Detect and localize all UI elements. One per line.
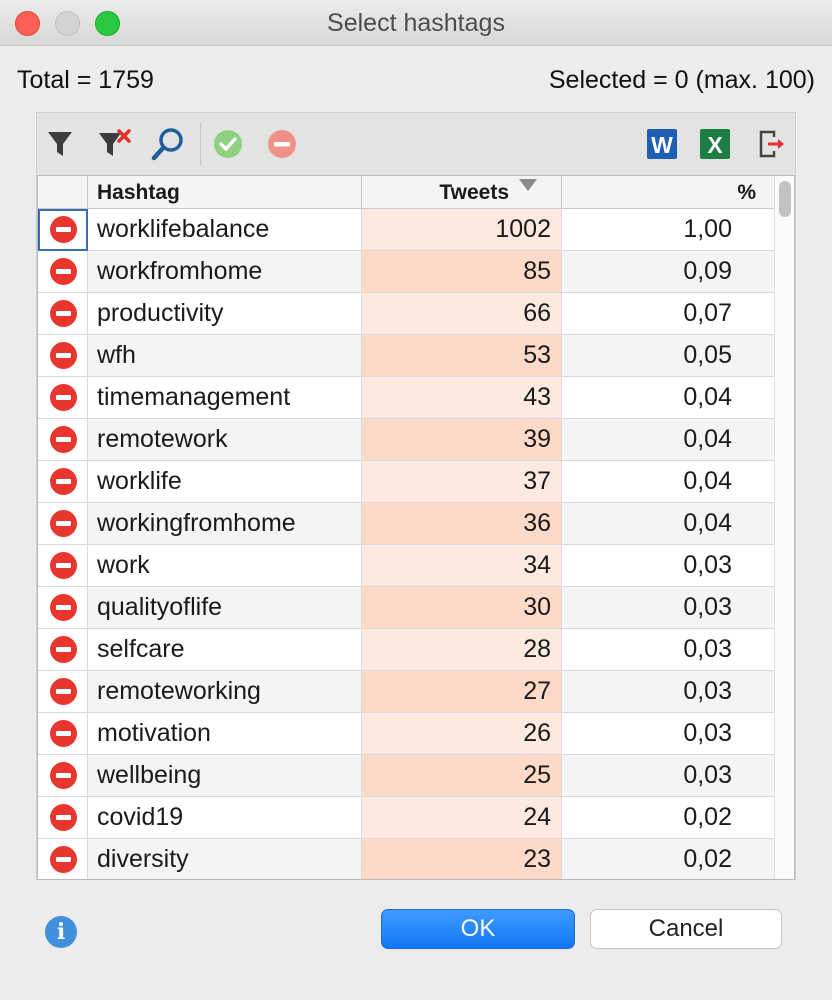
select-all-icon	[213, 129, 243, 159]
remove-icon[interactable]	[50, 762, 77, 789]
remove-icon[interactable]	[50, 342, 77, 369]
toolbar	[37, 116, 795, 172]
tweets-cell: 24	[362, 797, 562, 838]
percent-cell: 0,04	[562, 419, 776, 460]
percent-cell: 0,03	[562, 587, 776, 628]
column-header-tweets-label: Tweets	[439, 181, 509, 204]
deselect-all-icon	[267, 129, 297, 159]
tweets-cell: 43	[362, 377, 562, 418]
percent-cell: 0,03	[562, 713, 776, 754]
hashtag-cell: remotework	[88, 419, 362, 460]
table-row[interactable]	[38, 545, 776, 587]
remove-icon[interactable]	[50, 300, 77, 327]
tweets-cell: 30	[362, 587, 562, 628]
remove-icon[interactable]	[50, 846, 77, 873]
select-all-button[interactable]	[208, 124, 248, 164]
row-status-cell[interactable]	[38, 209, 88, 250]
row-status-cell[interactable]	[38, 797, 88, 838]
hashtag-cell: worklifebalance	[88, 209, 362, 250]
remove-icon[interactable]	[50, 804, 77, 831]
table-row[interactable]	[38, 293, 776, 335]
percent-cell: 0,04	[562, 377, 776, 418]
search-button[interactable]	[148, 124, 188, 164]
hashtag-cell: covid19	[88, 797, 362, 838]
row-status-cell[interactable]	[38, 713, 88, 754]
total-count: Total = 1759	[17, 66, 154, 94]
tweets-cell: 23	[362, 839, 562, 880]
hashtag-cell: qualityoflife	[88, 587, 362, 628]
export-button[interactable]	[752, 124, 792, 164]
clear-filter-button[interactable]	[95, 124, 135, 164]
row-status-cell[interactable]	[38, 671, 88, 712]
percent-cell: 1,00	[562, 209, 776, 250]
tweets-cell: 37	[362, 461, 562, 502]
focus-ring	[38, 209, 88, 251]
export-word-icon	[645, 127, 679, 161]
table-row[interactable]	[38, 251, 776, 293]
export-icon	[756, 128, 788, 160]
column-header-status[interactable]	[38, 176, 88, 209]
table-row[interactable]	[38, 419, 776, 461]
tweets-cell: 36	[362, 503, 562, 544]
export-excel-button[interactable]	[695, 124, 735, 164]
tweets-cell: 66	[362, 293, 562, 334]
tweets-cell: 53	[362, 335, 562, 376]
column-header-tweets[interactable]	[362, 176, 562, 209]
remove-icon[interactable]	[50, 594, 77, 621]
hashtag-cell: wfh	[88, 335, 362, 376]
tweets-cell: 26	[362, 713, 562, 754]
remove-icon[interactable]	[50, 636, 77, 663]
remove-icon[interactable]	[50, 510, 77, 537]
table-row[interactable]	[38, 797, 776, 839]
percent-cell: 0,04	[562, 503, 776, 544]
hashtag-table	[37, 175, 795, 880]
hashtag-cell: motivation	[88, 713, 362, 754]
table-row[interactable]	[38, 209, 776, 251]
hashtag-cell: selfcare	[88, 629, 362, 670]
tweets-cell: 28	[362, 629, 562, 670]
column-header-percent[interactable]: %	[737, 181, 756, 204]
hashtag-cell: timemanagement	[88, 377, 362, 418]
remove-icon[interactable]	[50, 258, 77, 285]
row-status-cell[interactable]	[38, 755, 88, 796]
percent-cell: 0,04	[562, 461, 776, 502]
hashtag-cell: wellbeing	[88, 755, 362, 796]
hashtag-cell: productivity	[88, 293, 362, 334]
column-header-hashtag[interactable]: Hashtag	[88, 176, 362, 209]
tweets-cell: 85	[362, 251, 562, 292]
table-row[interactable]	[38, 377, 776, 419]
row-status-cell[interactable]	[38, 251, 88, 292]
selected-count: Selected = 0 (max. 100)	[548, 66, 815, 94]
hashtag-cell: work	[88, 545, 362, 586]
percent-cell: 0,03	[562, 671, 776, 712]
tweets-cell: 1002	[362, 209, 562, 250]
sort-descending-icon	[519, 179, 537, 191]
filter-button[interactable]	[40, 124, 80, 164]
row-status-cell[interactable]	[38, 293, 88, 334]
deselect-all-button[interactable]	[262, 124, 302, 164]
table-row[interactable]	[38, 713, 776, 755]
row-status-cell[interactable]	[38, 335, 88, 376]
table-header	[38, 176, 776, 209]
filter-icon	[46, 128, 74, 160]
hashtag-cell: workfromhome	[88, 251, 362, 292]
row-status-cell[interactable]	[38, 629, 88, 670]
percent-cell: 0,03	[562, 755, 776, 796]
row-status-cell[interactable]	[38, 545, 88, 586]
tweets-cell: 27	[362, 671, 562, 712]
row-status-cell[interactable]	[38, 461, 88, 502]
svg-text:W: W	[651, 132, 673, 158]
row-status-cell[interactable]	[38, 419, 88, 460]
table-row[interactable]	[38, 587, 776, 629]
remove-icon[interactable]	[50, 678, 77, 705]
row-status-cell[interactable]	[38, 377, 88, 418]
table-row[interactable]	[38, 335, 776, 377]
clear-filter-icon	[97, 127, 133, 161]
export-excel-icon	[698, 127, 732, 161]
percent-cell: 0,09	[562, 251, 776, 292]
table-row[interactable]	[38, 839, 776, 880]
toolbar-separator	[200, 122, 201, 166]
remove-icon[interactable]	[50, 468, 77, 495]
row-status-cell[interactable]	[38, 587, 88, 628]
table-row[interactable]	[38, 755, 776, 797]
table-row[interactable]	[38, 461, 776, 503]
vertical-scrollbar[interactable]	[774, 176, 794, 879]
table-row[interactable]	[38, 671, 776, 713]
search-icon	[150, 126, 186, 162]
row-status-cell[interactable]	[38, 839, 88, 880]
table-row[interactable]	[38, 629, 776, 671]
window-title: Select hashtags	[327, 9, 505, 37]
percent-cell: 0,03	[562, 629, 776, 670]
tweets-cell: 39	[362, 419, 562, 460]
percent-cell: 0,07	[562, 293, 776, 334]
remove-icon[interactable]	[50, 552, 77, 579]
percent-cell: 0,02	[562, 797, 776, 838]
table-row[interactable]	[38, 503, 776, 545]
export-word-button[interactable]	[642, 124, 682, 164]
percent-cell: 0,02	[562, 839, 776, 880]
percent-cell: 0,03	[562, 545, 776, 586]
hashtag-cell: workingfromhome	[88, 503, 362, 544]
hashtag-cell: worklife	[88, 461, 362, 502]
title-bar	[0, 0, 832, 46]
remove-icon[interactable]	[50, 720, 77, 747]
scrollbar-thumb[interactable]	[779, 181, 791, 217]
percent-cell: 0,05	[562, 335, 776, 376]
cancel-button[interactable]: Cancel	[590, 909, 782, 949]
hashtag-cell: remoteworking	[88, 671, 362, 712]
info-icon[interactable]: i	[45, 916, 77, 948]
hashtag-cell: diversity	[88, 839, 362, 880]
tweets-cell: 34	[362, 545, 562, 586]
remove-icon[interactable]	[50, 426, 77, 453]
remove-icon[interactable]	[50, 384, 77, 411]
ok-button[interactable]: OK	[381, 909, 575, 949]
row-status-cell[interactable]	[38, 503, 88, 544]
svg-text:X: X	[707, 132, 723, 158]
tweets-cell: 25	[362, 755, 562, 796]
